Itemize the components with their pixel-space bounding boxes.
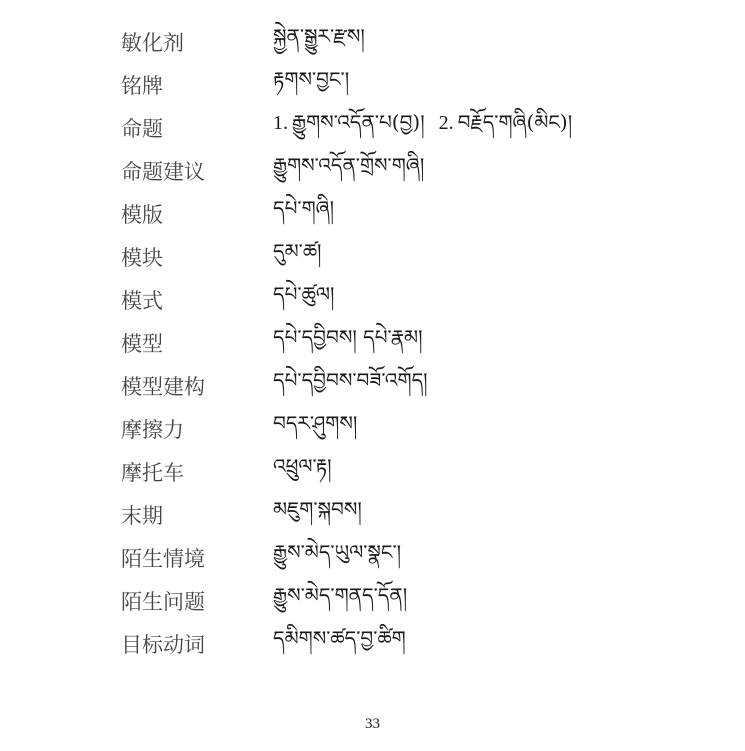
tibetan-translation: དཔེ་དབྱིབས། དཔེ་རྣམ། — [273, 324, 423, 349]
glossary-entry — [121, 493, 701, 536]
tibetan-translation: རྒྱུགས་འདོན་གྲོས་གཞི། — [273, 152, 425, 177]
glossary-entry — [121, 622, 701, 665]
chinese-term: 命题建议 — [121, 159, 205, 184]
chinese-term: 模版 — [121, 202, 163, 227]
glossary-entry — [121, 20, 701, 63]
tibetan-translation: རྒྱུས་མེད་ཡུལ་སྣང་། — [273, 539, 402, 564]
chinese-term: 模块 — [121, 245, 163, 270]
tibetan-translation: མཇུག་སྐབས། — [273, 496, 362, 521]
chinese-term: 末期 — [121, 503, 163, 528]
chinese-term: 命题 — [121, 116, 163, 141]
glossary-list — [121, 20, 701, 665]
tibetan-translation: དཔེ་ཚུལ། — [273, 281, 335, 306]
page-number: 33 — [365, 716, 380, 732]
glossary-entry — [121, 450, 701, 493]
tibetan-translation: དཔེ་གཞི། — [273, 195, 335, 220]
tibetan-translation: དུམ་ཚ། — [273, 238, 322, 263]
sense-text: བརྗོད་གཞི(མིང)། — [457, 109, 573, 134]
tibetan-translation: བདར་ཤུགས། — [273, 410, 358, 435]
tibetan-translation: འཕྲུལ་རྟ། — [273, 453, 332, 478]
chinese-term: 敏化剂 — [121, 30, 184, 55]
chinese-term: 模型建构 — [121, 374, 205, 399]
chinese-term: 模式 — [121, 288, 163, 313]
chinese-term: 摩托车 — [121, 460, 184, 485]
tibetan-translation: རྒྱུས་མེད་གནད་དོན། — [273, 582, 408, 607]
chinese-term: 模型 — [121, 331, 163, 356]
tibetan-translation: དམིགས་ཚད་བྱ་ཚིག — [273, 625, 406, 650]
glossary-entry — [121, 536, 701, 579]
tibetan-translation: རྟགས་བྱང་། — [273, 66, 350, 91]
glossary-entry — [121, 579, 701, 622]
glossary-entry — [121, 149, 701, 192]
glossary-entry — [121, 364, 701, 407]
sense-number: 2. — [438, 111, 454, 134]
chinese-term: 陌生问题 — [121, 589, 205, 614]
chinese-term: 铭牌 — [121, 73, 163, 98]
sense-number: 1. — [273, 111, 288, 134]
chinese-term: 目标动词 — [121, 632, 205, 657]
sense-text: རྒྱུགས་འདོན་པ(བྱ)། — [292, 109, 425, 134]
chinese-term: 陌生情境 — [121, 546, 205, 571]
tibetan-translation: སྐྱེན་སྒྱུར་རྫས། — [273, 23, 365, 48]
glossary-entry — [121, 235, 701, 278]
tibetan-translation: དཔེ་དབྱིབས་བཟོ་འགོད། — [273, 367, 428, 392]
chinese-term: 摩擦力 — [121, 417, 184, 442]
